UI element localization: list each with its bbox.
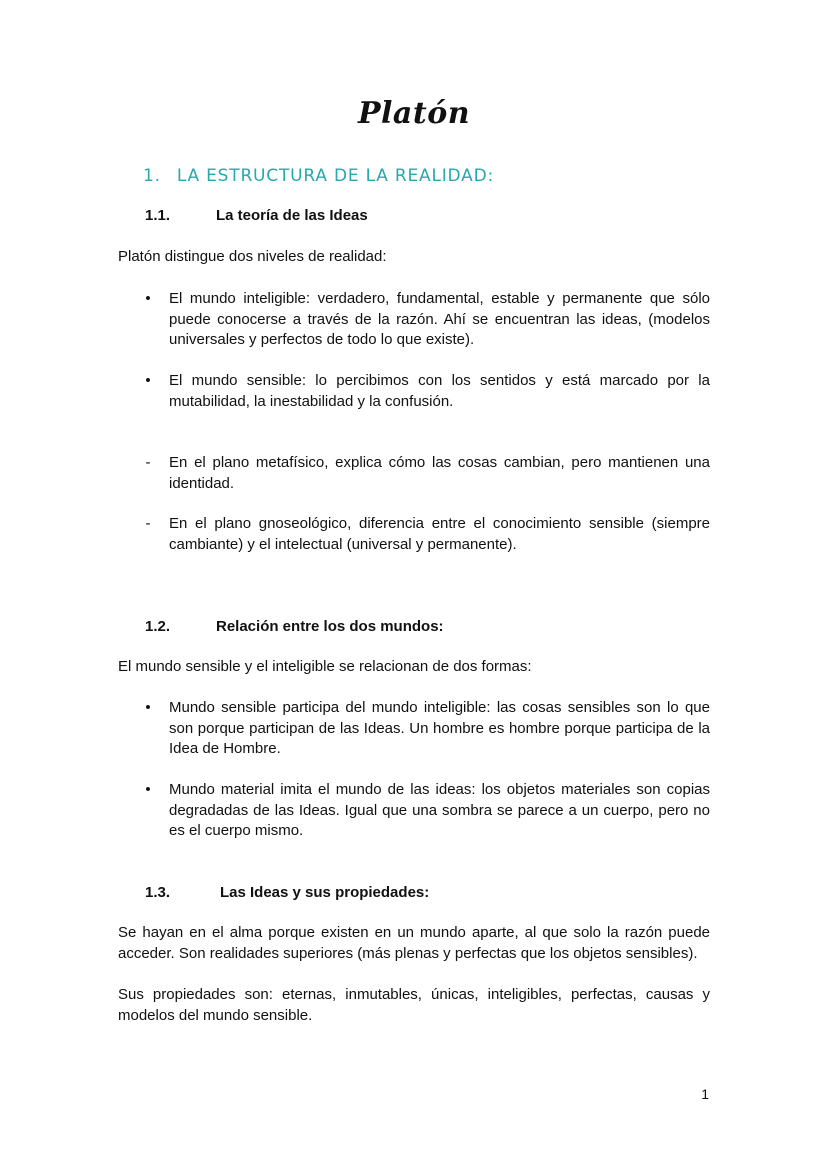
bullet-marker: • bbox=[145, 372, 151, 389]
page-title: Platón bbox=[357, 96, 471, 131]
body-paragraph: Se hayan en el alma porque existen en un mundo aparte, al que solo la razón puede acceder. Son realidades superiores (más plenas y perfectas que los objetos sensibles). bbox=[118, 924, 710, 962]
intro-paragraph: El mundo sensible y el inteligible se relacionan de dos formas: bbox=[118, 658, 532, 675]
list-item bbox=[140, 780, 710, 842]
subsection-number: 1.1. bbox=[145, 207, 171, 224]
subsection-heading-1-1 bbox=[145, 207, 368, 224]
list-item bbox=[140, 453, 710, 494]
intro-paragraph: Platón distingue dos niveles de realidad: bbox=[118, 248, 387, 265]
dash-marker: - bbox=[145, 454, 151, 471]
dash-marker: - bbox=[145, 515, 151, 532]
list-item-text: El mundo sensible: lo percibimos con los sentidos y está marcado por la mutabilidad, la inestabilidad y la confusión. bbox=[169, 372, 710, 410]
section-heading bbox=[143, 166, 494, 186]
bullet-marker: • bbox=[145, 699, 151, 716]
list-item bbox=[140, 698, 710, 760]
list-item-text: El mundo inteligible: verdadero, fundamental, estable y permanente que sólo puede conocerse a través de la razón. Ahí se encuentran las ideas, (modelos universales y perfectos de todo lo que existe). bbox=[169, 290, 710, 348]
subsection-number: 1.2. bbox=[145, 618, 171, 635]
bullet-marker: • bbox=[145, 781, 151, 798]
bullet-marker: • bbox=[145, 290, 151, 307]
subsection-title: Relación entre los dos mundos: bbox=[216, 618, 444, 635]
section-number: 1. bbox=[143, 166, 161, 186]
subsection-heading-1-2 bbox=[145, 618, 444, 635]
list-item bbox=[140, 289, 710, 351]
list-item-text: Mundo material imita el mundo de las ideas: los objetos materiales son copias degradadas de las Ideas. Igual que una sombra se parece a un cuerpo, pero no es el cuerpo mismo. bbox=[169, 781, 710, 839]
list-item bbox=[140, 371, 710, 412]
subsection-number: 1.3. bbox=[145, 884, 171, 901]
list-item-text: En el plano metafísico, explica cómo las cosas cambian, pero mantienen una identidad. bbox=[169, 454, 710, 492]
body-paragraph: Sus propiedades son: eternas, inmutables, únicas, inteligibles, perfectas, causas y modelos del mundo sensible. bbox=[118, 986, 710, 1024]
subsection-heading-1-3 bbox=[145, 884, 429, 901]
subsection-title: Las Ideas y sus propiedades: bbox=[220, 884, 430, 901]
section-title: LA ESTRUCTURA DE LA REALIDAD: bbox=[176, 166, 494, 186]
list-item-text: En el plano gnoseológico, diferencia entre el conocimiento sensible (siempre cambiante) y el intelectual (universal y permanente). bbox=[169, 515, 710, 553]
subsection-title: La teoría de las Ideas bbox=[216, 207, 368, 224]
list-item bbox=[140, 514, 710, 555]
page-number: 1 bbox=[701, 1086, 709, 1102]
list-item-text: Mundo sensible participa del mundo inteligible: las cosas sensibles son lo que son porque participan de las Ideas. Un hombre es hombre porque participa de la Idea de Hombre. bbox=[169, 699, 710, 757]
